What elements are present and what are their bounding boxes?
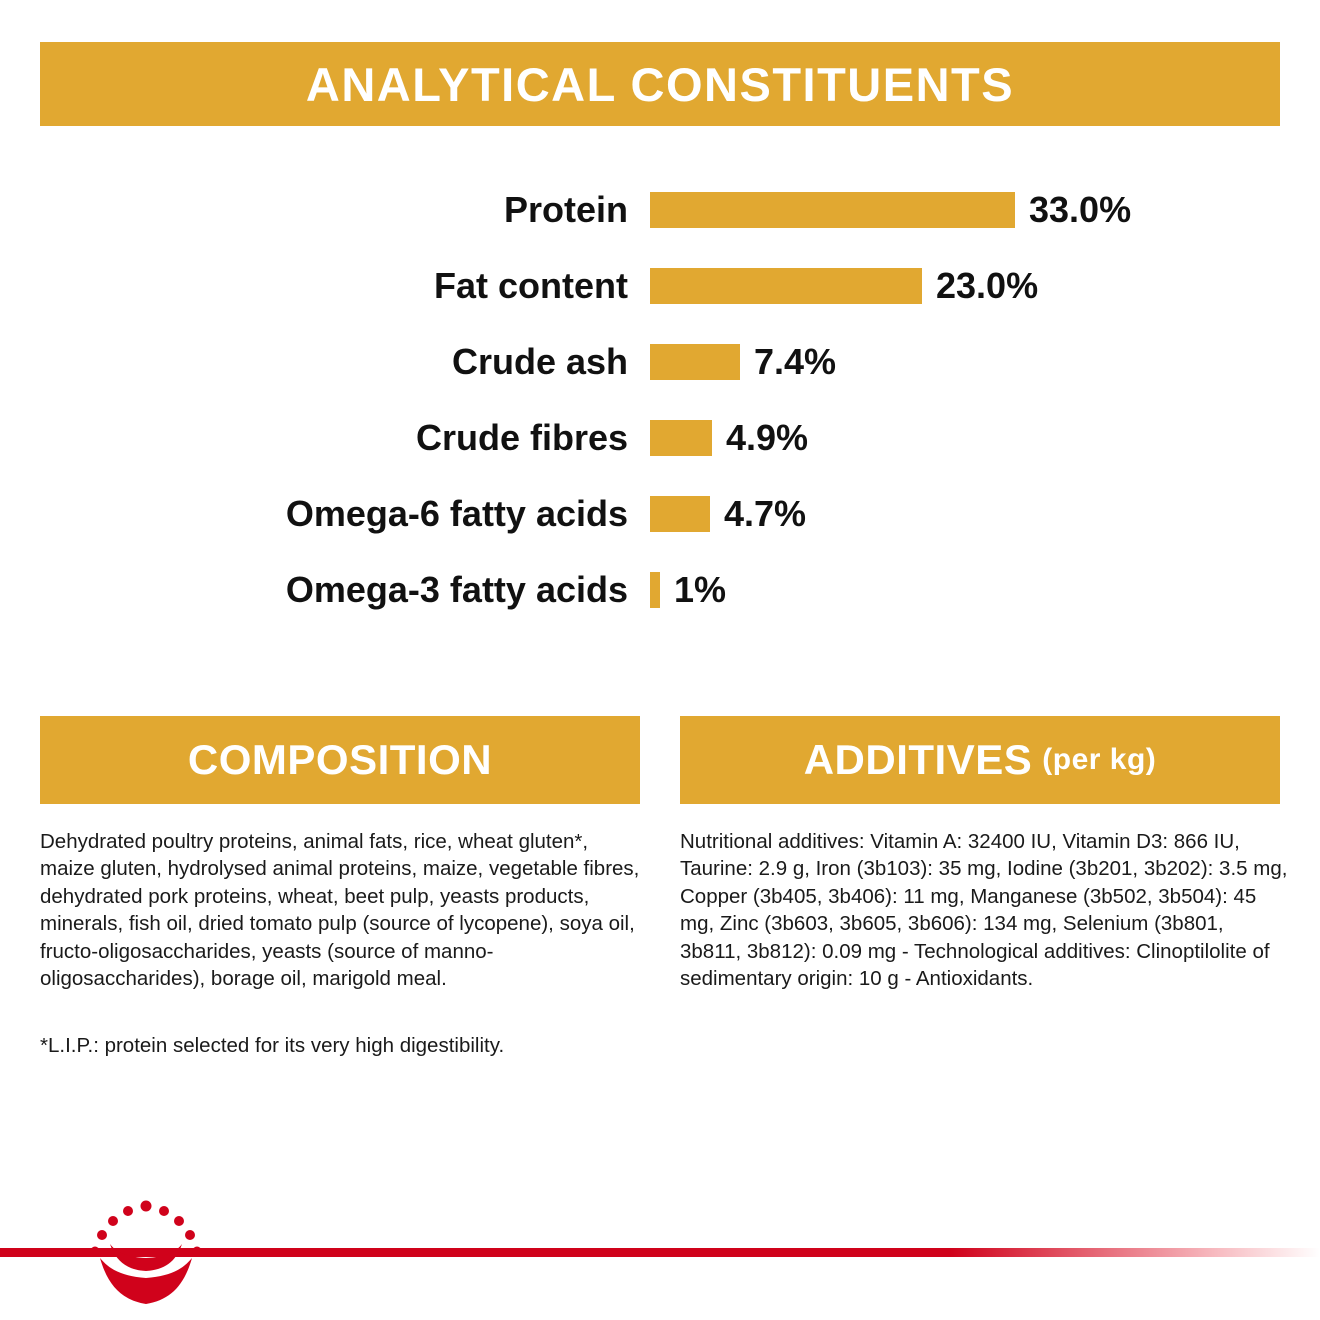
chart-value-label: 7.4%	[754, 341, 837, 382]
chart-bar-wrap	[650, 417, 1280, 459]
chart-bar	[650, 344, 740, 380]
chart-category-label: Crude fibres	[415, 417, 628, 458]
composition-text: Dehydrated poultry proteins, animal fats, rice, wheat gluten*, maize gluten, hydrolysed animal proteins, maize, vegetable fibres, dehydrated pork proteins, wheat, beet pulp, yeasts products, minerals, fish oil, dried tomato pulp (source of lycopene), soya oil, fructo-oligosaccharides, yeasts (source of manno-oligosaccharides), borage oil, marigold meal.	[40, 830, 640, 991]
chart-category-label: Fat content	[434, 265, 628, 306]
chart-value-label: 23.0%	[936, 265, 1039, 306]
additives-text: Nutritional additives: Vitamin A: 32400 IU, Vitamin D3: 866 IU, Taurine: 2.9 g, Iron (3b103): 35 mg, Iodine (3b201, 3b202): 3.5 mg, Copper (3b405, 3b406): 11 mg, Manganese (3b502, 3b504): 45 mg, Zinc (3b603, 3b605, 3b606): 134 mg, Selenium (3b801, 3b811, 3b812): 0.09 mg - Technological additives: Clinoptilolite of sedimentary origin: 10 g - Antioxidants.	[680, 830, 1288, 991]
royal-canin-crown-logo	[86, 1200, 206, 1304]
chart-bar	[650, 192, 1015, 228]
chart-row	[40, 172, 1280, 248]
composition-title: COMPOSITION	[187, 736, 493, 783]
chart-bar-wrap	[650, 493, 1280, 535]
chart-row	[40, 248, 1280, 324]
chart-value-label: 33.0%	[1029, 189, 1132, 230]
chart-row	[40, 552, 1280, 628]
chart-bar-wrap	[650, 341, 1280, 383]
chart-row	[40, 476, 1280, 552]
chart-bar	[650, 420, 712, 456]
analytical-constituents-title: ANALYTICAL CONSTITUENTS	[305, 57, 1015, 111]
chart-category-label: Omega-6 fatty acids	[285, 493, 628, 534]
chart-bar-wrap	[650, 569, 1280, 611]
chart-value-label: 4.7%	[724, 493, 807, 534]
analytical-constituents-chart	[40, 172, 1280, 642]
chart-bar-wrap	[650, 189, 1280, 231]
chart-value-label: 1%	[674, 569, 727, 610]
chart-category-label: Protein	[503, 189, 628, 230]
chart-bar	[650, 572, 660, 608]
additives-title: ADDITIVES	[803, 736, 1033, 783]
composition-header	[40, 716, 640, 804]
analytical-constituents-header	[40, 42, 1280, 126]
chart-value-label: 4.9%	[726, 417, 809, 458]
additives-header	[680, 716, 1280, 804]
chart-bar-wrap	[650, 265, 1280, 307]
chart-row	[40, 324, 1280, 400]
chart-category-label: Crude ash	[451, 341, 628, 382]
composition-note: *L.I.P.: protein selected for its very high digestibility.	[40, 1034, 505, 1057]
chart-row	[40, 400, 1280, 476]
chart-bar	[650, 496, 710, 532]
chart-bar	[650, 268, 922, 304]
chart-category-label: Omega-3 fatty acids	[285, 569, 628, 610]
additives-subtitle: (per kg)	[1042, 743, 1157, 776]
